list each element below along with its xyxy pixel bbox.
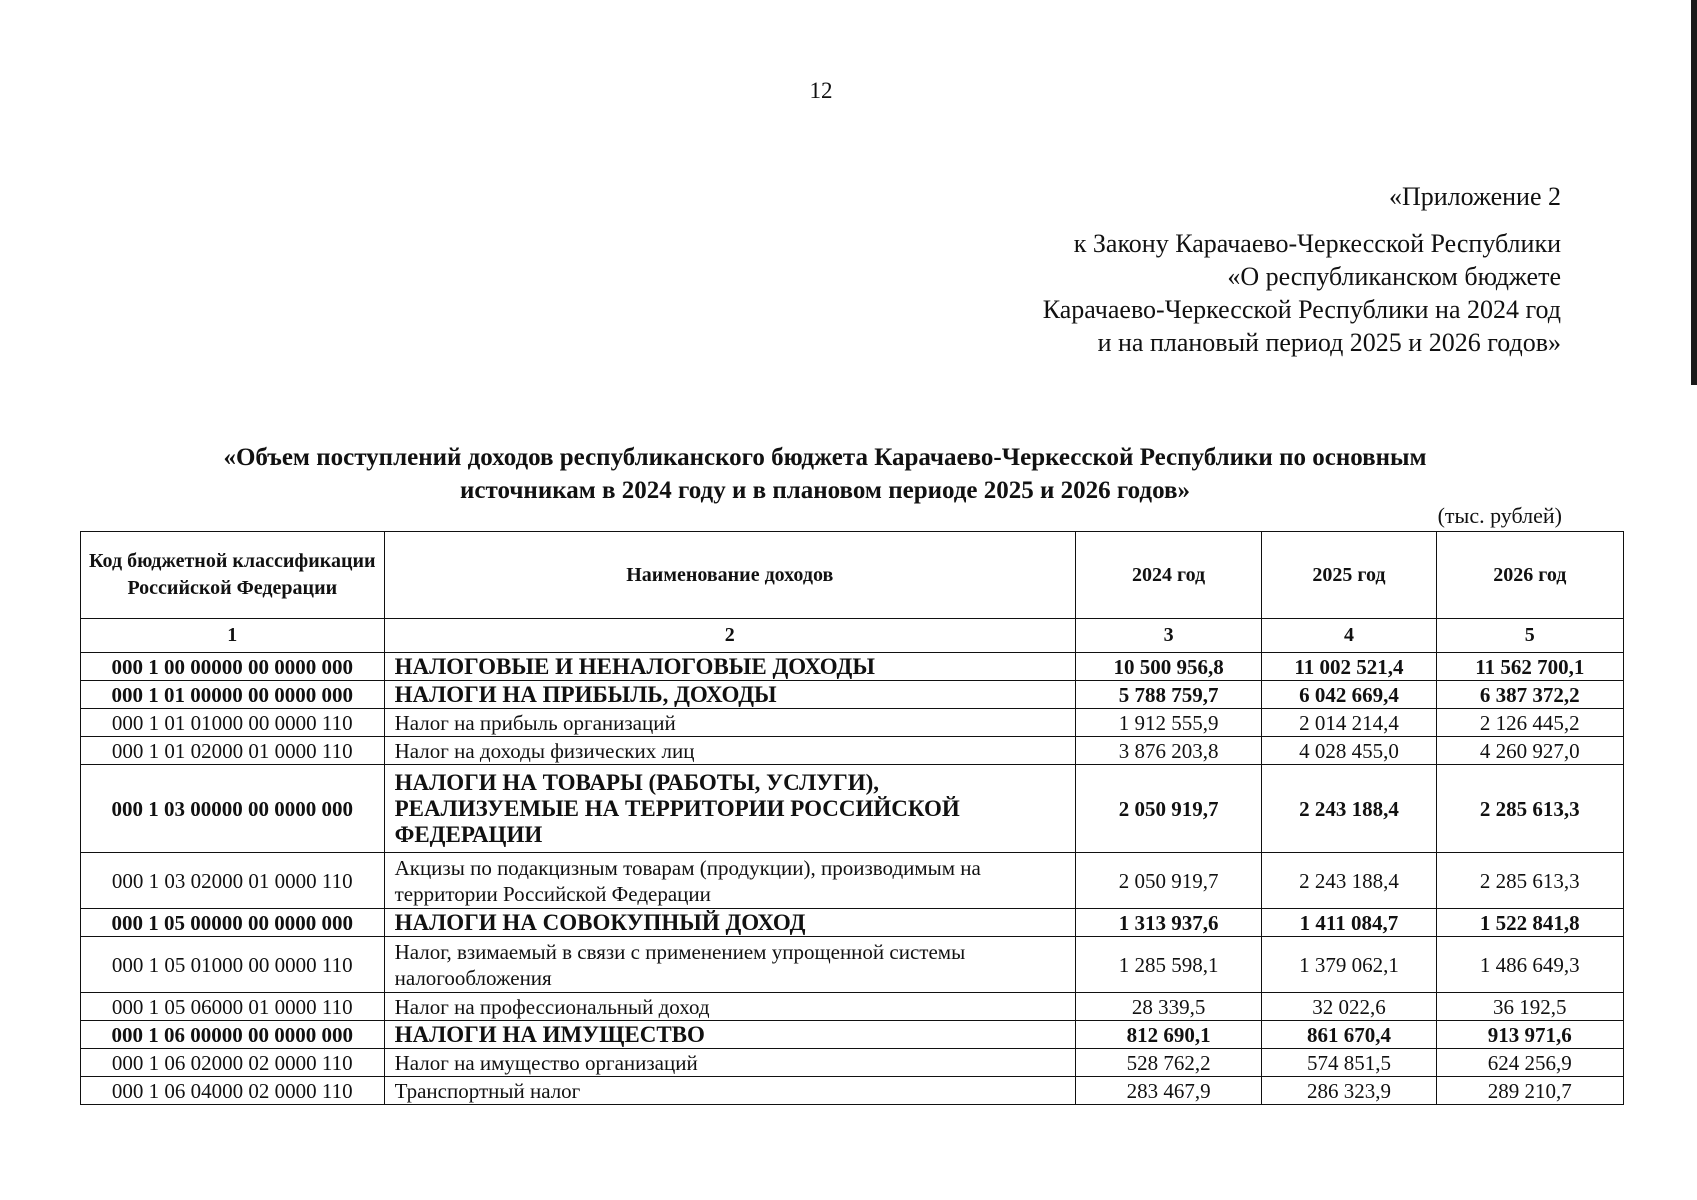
- code-cell: 000 1 06 04000 02 0000 110: [81, 1077, 385, 1105]
- value-2024: 3 876 203,8: [1075, 737, 1261, 765]
- value-2024: 283 467,9: [1075, 1077, 1261, 1105]
- value-2025: 574 851,5: [1262, 1049, 1436, 1077]
- value-2025: 6 042 669,4: [1262, 681, 1436, 709]
- table-row: [81, 993, 1624, 1021]
- value-2026: 11 562 700,1: [1436, 653, 1623, 681]
- value-2026: 1 486 649,3: [1436, 937, 1623, 993]
- value-2024: 1 912 555,9: [1075, 709, 1261, 737]
- name-cell: НАЛОГОВЫЕ И НЕНАЛОГОВЫЕ ДОХОДЫ: [384, 653, 1075, 681]
- code-cell: 000 1 01 01000 00 0000 110: [81, 709, 385, 737]
- scan-edge: [1691, 0, 1697, 385]
- value-2026: 36 192,5: [1436, 993, 1623, 1021]
- value-2026: 2 285 613,3: [1436, 853, 1623, 909]
- header-row: [81, 532, 1624, 619]
- column-number: 5: [1436, 619, 1623, 653]
- value-2024: 2 050 919,7: [1075, 853, 1261, 909]
- value-2025: 286 323,9: [1262, 1077, 1436, 1105]
- name-cell: Акцизы по подакцизным товарам (продукции), производимым на территории Российской Федерации: [384, 853, 1075, 909]
- code-cell: 000 1 00 00000 00 0000 000: [81, 653, 385, 681]
- value-2026: 624 256,9: [1436, 1049, 1623, 1077]
- title-line: «Объем поступлений доходов республиканского бюджета Карачаево-Черкесской Республики по основным: [223, 444, 1427, 471]
- document-title: [110, 441, 1540, 507]
- table-row: [81, 1077, 1624, 1105]
- table-row: [81, 1021, 1624, 1049]
- value-2024: 528 762,2: [1075, 1049, 1261, 1077]
- appendix-line: к Закону Карачаево-Черкесской Республики: [1073, 229, 1561, 258]
- value-2026: 2 285 613,3: [1436, 765, 1623, 853]
- name-cell: Транспортный налог: [384, 1077, 1075, 1105]
- name-cell: Налог на профессиональный доход: [384, 993, 1075, 1021]
- name-cell: Налог на имущество организаций: [384, 1049, 1075, 1077]
- name-cell: НАЛОГИ НА ТОВАРЫ (РАБОТЫ, УСЛУГИ), РЕАЛИЗУЕМЫЕ НА ТЕРРИТОРИИ РОССИЙСКОЙ ФЕДЕРАЦИИ: [384, 765, 1075, 853]
- column-number-row: [81, 619, 1624, 653]
- value-2025: 2 243 188,4: [1262, 853, 1436, 909]
- code-cell: 000 1 05 00000 00 0000 000: [81, 909, 385, 937]
- revenue-table: [80, 531, 1624, 1105]
- value-2025: 4 028 455,0: [1262, 737, 1436, 765]
- header-2026: 2026 год: [1436, 532, 1623, 619]
- column-number: 4: [1262, 619, 1436, 653]
- value-2026: 289 210,7: [1436, 1077, 1623, 1105]
- appendix-line: «Приложение 2: [1388, 182, 1561, 211]
- value-2026: 1 522 841,8: [1436, 909, 1623, 937]
- title-line: источникам в 2024 году и в плановом периоде 2025 и 2026 годов»: [460, 477, 1190, 504]
- value-2025: 1 411 084,7: [1262, 909, 1436, 937]
- value-2025: 861 670,4: [1262, 1021, 1436, 1049]
- column-number: 1: [81, 619, 385, 653]
- code-cell: 000 1 06 00000 00 0000 000: [81, 1021, 385, 1049]
- value-2024: 28 339,5: [1075, 993, 1261, 1021]
- table-row: [81, 765, 1624, 853]
- page-number: 12: [809, 78, 833, 103]
- appendix-line: и на плановый период 2025 и 2026 годов»: [1097, 328, 1561, 357]
- value-2025: 2 243 188,4: [1262, 765, 1436, 853]
- value-2026: 2 126 445,2: [1436, 709, 1623, 737]
- code-cell: 000 1 05 01000 00 0000 110: [81, 937, 385, 993]
- name-cell: НАЛОГИ НА СОВОКУПНЫЙ ДОХОД: [384, 909, 1075, 937]
- code-cell: 000 1 01 00000 00 0000 000: [81, 681, 385, 709]
- name-cell: Налог на прибыль организаций: [384, 709, 1075, 737]
- code-cell: 000 1 05 06000 01 0000 110: [81, 993, 385, 1021]
- code-cell: 000 1 03 02000 01 0000 110: [81, 853, 385, 909]
- value-2024: 2 050 919,7: [1075, 765, 1261, 853]
- value-2026: 913 971,6: [1436, 1021, 1623, 1049]
- header-name: Наименование доходов: [384, 532, 1075, 619]
- table-row: [81, 681, 1624, 709]
- value-2026: 4 260 927,0: [1436, 737, 1623, 765]
- header-code: Код бюджетной классификации Российской Федерации: [81, 532, 385, 619]
- column-number: 3: [1075, 619, 1261, 653]
- table-row: [81, 937, 1624, 993]
- value-2025: 11 002 521,4: [1262, 653, 1436, 681]
- value-2026: 6 387 372,2: [1436, 681, 1623, 709]
- value-2024: 5 788 759,7: [1075, 681, 1261, 709]
- table-row: [81, 909, 1624, 937]
- table-row: [81, 709, 1624, 737]
- name-cell: НАЛОГИ НА ИМУЩЕСТВО: [384, 1021, 1075, 1049]
- value-2024: 812 690,1: [1075, 1021, 1261, 1049]
- value-2024: 1 313 937,6: [1075, 909, 1261, 937]
- column-number: 2: [384, 619, 1075, 653]
- table-row: [81, 1049, 1624, 1077]
- table-row: [81, 853, 1624, 909]
- table-row: [81, 737, 1624, 765]
- value-2024: 1 285 598,1: [1075, 937, 1261, 993]
- appendix-block: [1043, 180, 1561, 359]
- code-cell: 000 1 03 00000 00 0000 000: [81, 765, 385, 853]
- appendix-line: «О республиканском бюджете: [1227, 262, 1561, 291]
- name-cell: Налог, взимаемый в связи с применением упрощенной системы налогообложения: [384, 937, 1075, 993]
- value-2024: 10 500 956,8: [1075, 653, 1261, 681]
- value-2025: 32 022,6: [1262, 993, 1436, 1021]
- appendix-line: Карачаево-Черкесской Республики на 2024 год: [1042, 295, 1561, 324]
- table-row: [81, 653, 1624, 681]
- code-cell: 000 1 06 02000 02 0000 110: [81, 1049, 385, 1077]
- value-2025: 1 379 062,1: [1262, 937, 1436, 993]
- value-2025: 2 014 214,4: [1262, 709, 1436, 737]
- units-label: (тыс. рублей): [1437, 503, 1562, 528]
- header-2024: 2024 год: [1075, 532, 1261, 619]
- name-cell: Налог на доходы физических лиц: [384, 737, 1075, 765]
- code-cell: 000 1 01 02000 01 0000 110: [81, 737, 385, 765]
- name-cell: НАЛОГИ НА ПРИБЫЛЬ, ДОХОДЫ: [384, 681, 1075, 709]
- header-2025: 2025 год: [1262, 532, 1436, 619]
